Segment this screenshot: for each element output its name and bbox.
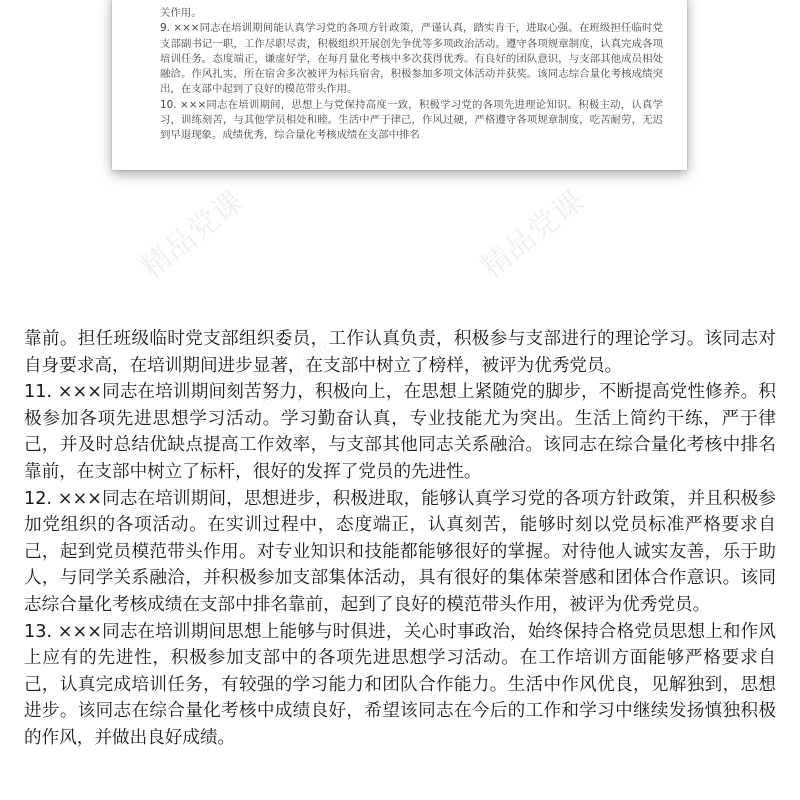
watermark-text: 精品党课 <box>134 184 251 286</box>
watermark-text: 精品党课网 <box>253 338 338 411</box>
document-body <box>24 326 776 752</box>
preview-paragraph-9: 9. ×××同志在培训期间能认真学习党的各项方针政策，严谨认真，踏实肯干，进取心强。在班级担任临时党支部副书记一职，工作尽职尽责，积极组织开展创先争优等多项政治活动。遵守各项规章制度，认真完成各项培训任务。态度端正，谦虚好学，在每月量化考核中多次获得优秀。有良好的团队意识，与支部其他成员相处融洽。作风扎实，所在宿舍多次被评为标兵宿舍，积极参加多项文体活动并获奖。该同志综合量化考核成绩突出，在支部中起到了良好的模范带头作用。 <box>160 22 663 96</box>
watermark-text: 精品党课 <box>474 184 591 286</box>
body-paragraph-11: 11. ×××同志在培训期间刻苦努力，积极向上，在思想上紧随党的脚步，不断提高党性修养。积极参加各项先进思想学习活动。学习勤奋认真，专业技能尤为突出。生活上简约干练，严于律己，并及时总结优缺点提高工作效率，与支部其他同志关系融洽。该同志在综合量化考核中排名靠前，在支部中树立了标杆，很好的发挥了党员的先进性。 <box>24 382 776 482</box>
preview-paragraph-10: 10. ×××同志在培训期间，思想上与党保持高度一致，积极学习党的各项先进理论知识。积极主动，认真学习，训练刻苦，与其他学员相处和睦。生活中严于律己，作风过硬，严格遵守各项规章制度，吃苦耐劳，无迟到早退现象。成绩优秀，综合量化考核成绩在支部中排名 <box>160 98 663 142</box>
body-paragraph-continuation: 靠前。担任班级临时党支部组织委员，工作认真负责，积极参与支部进行的理论学习。该同志对自身要求高，在培训期间进步显著，在支部中树立了榜样，被评为优秀党员。 <box>24 329 776 376</box>
body-paragraph-12: 12. ×××同志在培训期间，思想进步，积极进取，能够认真学习党的各项方针政策，并且积极参加党组织的各项活动。在实训过程中，态度端正，认真刻苦，能够时刻以党员标准严格要求自己，起到党员模范带头作用。对专业知识和技能都能够很好的掌握。对待他人诚实友善，乐于助人，与同学关系融洽，并积极参加支部集体活动，具有很好的集体荣誉感和团体合作意识。该同志综合量化考核成绩在支部中排名靠前，起到了良好的模范带头作用，被评为优秀党员。 <box>24 488 776 615</box>
document-preview-card <box>112 0 687 170</box>
body-paragraph-13: 13. ×××同志在培训期间思想上能够与时俱进，关心时事政治，始终保持合格党员思想上和作风上应有的先进性，积极参加支部中的各项先进思想学习活动。在工作培训方面能够严格要求自己，认真完成培训任务，有较强的学习能力和团队合作能力。生活中作风优良，见解独到，思想进步。该同志在综合量化考核中成绩良好，希望该同志在今后的工作和学习中继续发扬慎独积极的作风，并做出良好成绩。 <box>24 621 776 748</box>
preview-paragraph-tail: 关作用。 <box>160 7 202 19</box>
